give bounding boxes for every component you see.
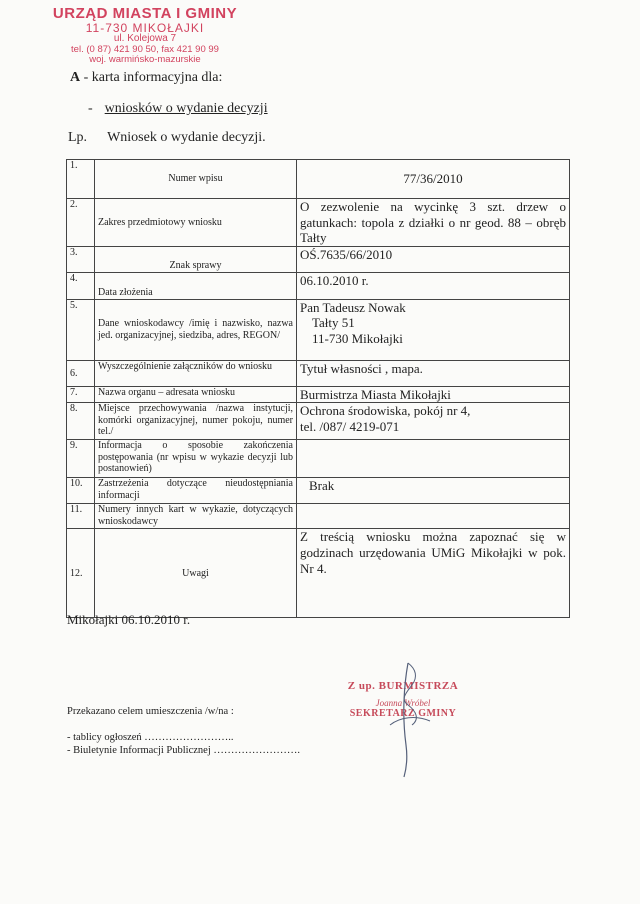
row-value: 77/36/2010 xyxy=(297,160,570,199)
subheading-text: wniosków o wydanie decyzji xyxy=(104,101,268,116)
signature-stamp-authority: Z up. BURMISTRZA xyxy=(347,680,459,692)
information-table xyxy=(66,159,570,618)
table-row xyxy=(67,246,570,272)
row-value xyxy=(297,440,570,478)
row-value xyxy=(297,504,570,529)
office-stamp xyxy=(40,6,250,65)
row-label: Znak sprawy xyxy=(95,246,297,272)
row-label: Informacja o sposobie zakończenia postępowania (nr wpisu w wykazie decyzji lub postanowień) xyxy=(95,440,297,478)
stamp-office-name: URZĄD MIASTA I GMINY xyxy=(52,5,238,22)
subheading-dash: - xyxy=(88,101,93,116)
handwritten-signature xyxy=(360,655,450,785)
bip-line: - Biuletynie Informacji Publicznej ……………………. xyxy=(67,745,300,756)
row-number: 4. xyxy=(67,272,95,299)
stamp-phone: tel. (0 87) 421 90 50, fax 421 90 99 xyxy=(71,43,219,55)
stamp-voivodeship: woj. warmińsko-mazurskie xyxy=(89,53,201,65)
applicant-city: 11-730 Mikołajki xyxy=(312,330,403,346)
card-heading xyxy=(70,70,222,86)
table-row xyxy=(67,529,570,618)
row-number: 1. xyxy=(67,160,95,199)
row-label: Numery innych kart w wykazie, dotyczących wnioskodawcy xyxy=(95,504,297,529)
row-value xyxy=(297,403,570,440)
table-row xyxy=(67,160,570,199)
row-label: Numer wpisu xyxy=(95,160,297,199)
signature-stamp-title: SEKRETARZ GMINY xyxy=(349,708,457,719)
row-label: Dane wnioskodawcy /imię i nazwisko, nazwa jed. organizacyjnej, siedziba, adres, REGON/ xyxy=(95,299,297,360)
row-label: Zakres przedmiotowy wniosku xyxy=(95,199,297,247)
row-number: 3. xyxy=(67,246,95,272)
row-number: 12. xyxy=(67,529,95,618)
stamp-street: ul. Kolejowa 7 xyxy=(113,33,177,45)
storage-phone: tel. /087/ 4219-071 xyxy=(300,418,400,434)
lp-label: Lp. xyxy=(68,130,88,145)
heading-letter: A xyxy=(70,70,81,85)
row-number: 2. xyxy=(67,199,95,247)
applicant-name: Pan Tadeusz Nowak xyxy=(300,299,406,315)
row-number: 8. xyxy=(67,403,95,440)
row-value: Burmistrza Miasta Mikołajki xyxy=(297,386,570,403)
row-value xyxy=(297,299,570,360)
row-label: Wyszczególnienie załączników do wniosku xyxy=(95,360,297,386)
row-number: 9. xyxy=(67,440,95,478)
applicant-address: Tałty 51 xyxy=(312,315,355,331)
row-label: Uwagi xyxy=(95,529,297,618)
signature-stamp-name: Joanna Wróbel xyxy=(375,698,431,708)
table-row xyxy=(67,272,570,299)
table-row xyxy=(67,440,570,478)
table-title: Wniosek o wydanie decyzji. xyxy=(107,130,266,145)
table-row xyxy=(67,386,570,403)
place-date: Mikołajki 06.10.2010 r. xyxy=(67,612,191,627)
transfer-note: Przekazano celem umieszczenia /w/na : xyxy=(67,706,234,717)
card-subheading xyxy=(88,101,268,117)
row-value: Z treścią wniosku można zapoznać się w godzinach urzędowania UMiG Mikołajki w pok. Nr 4. xyxy=(297,529,570,618)
row-value: 06.10.2010 r. xyxy=(297,272,570,299)
signature-stroke xyxy=(404,663,408,777)
row-label: Data złożenia xyxy=(95,272,297,299)
notice-board-line: - tablicy ogłoszeń …………………….. xyxy=(67,732,234,743)
table-row xyxy=(67,478,570,504)
table-header-line xyxy=(68,130,266,146)
row-value: Brak xyxy=(297,478,570,504)
signature-stroke xyxy=(390,718,430,725)
heading-text: - karta informacyjna dla: xyxy=(80,70,223,85)
row-number: 10. xyxy=(67,478,95,504)
storage-place: Ochrona środowiska, pokój nr 4, xyxy=(300,403,471,419)
table-row xyxy=(67,299,570,360)
row-label: Miejsce przechowywania /nazwa instytucji, komórki organizacyjnej, numer pokoju, numer tel./ xyxy=(95,403,297,440)
row-number: 7. xyxy=(67,386,95,403)
row-label: Zastrzeżenia dotyczące nieudostępniania informacji xyxy=(95,478,297,504)
table-row xyxy=(67,504,570,529)
table-row xyxy=(67,360,570,386)
stamp-postal-city: 11-730 MIKOŁAJKI xyxy=(85,20,205,35)
row-number: 11. xyxy=(67,504,95,529)
row-label: Nazwa organu – adresata wniosku xyxy=(95,386,297,403)
row-number: 5. xyxy=(67,299,95,360)
row-value: Tytuł własności , mapa. xyxy=(297,360,570,386)
table-row xyxy=(67,403,570,440)
row-value: O zezwolenie na wycinkę 3 szt. drzew o gatunkach: topola z działki o nr geod. 88 – obręb Tałty xyxy=(297,199,570,247)
table-row xyxy=(67,199,570,247)
row-value: OŚ.7635/66/2010 xyxy=(297,246,570,272)
row-number: 6. xyxy=(67,360,95,386)
